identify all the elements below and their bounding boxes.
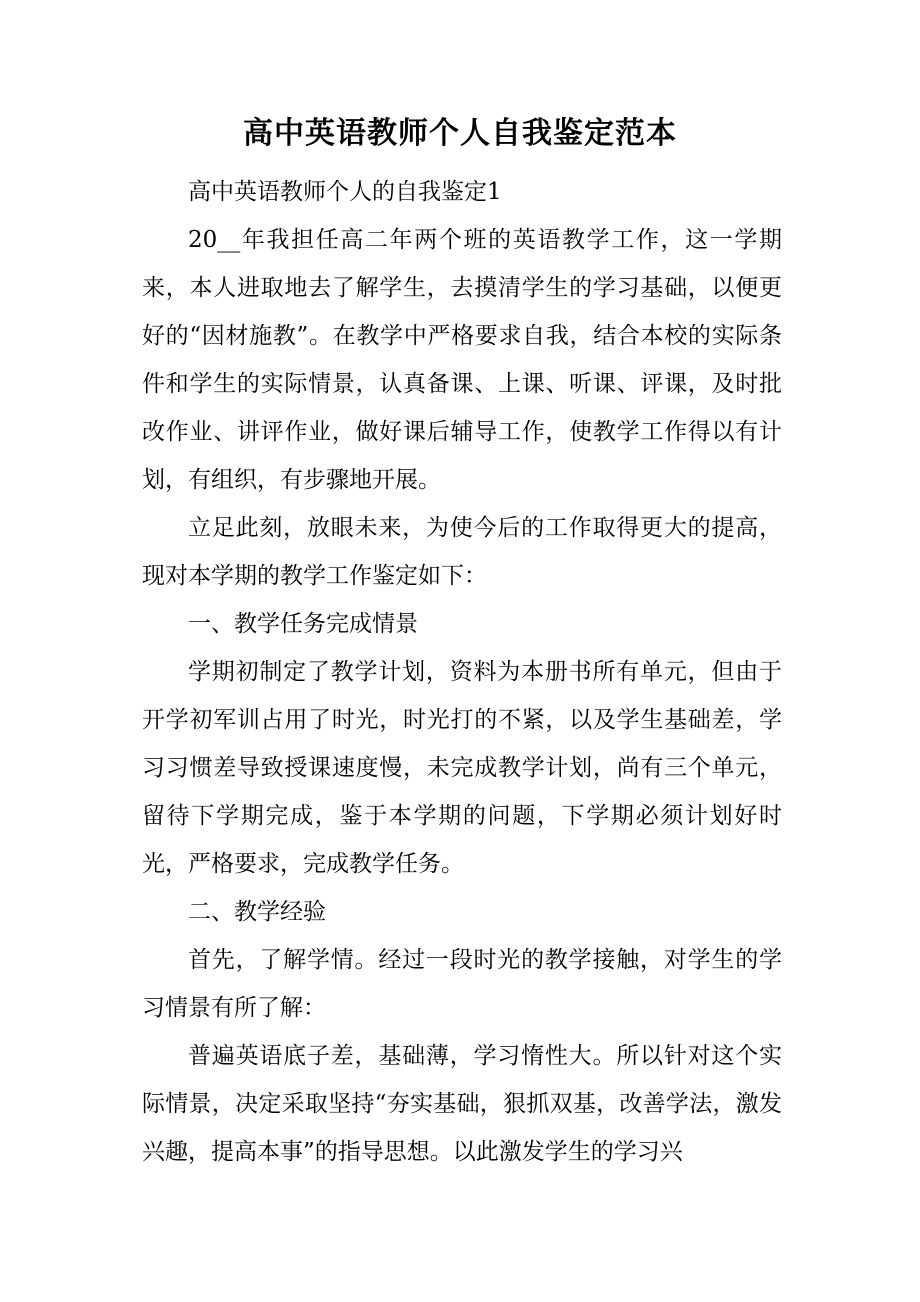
subtitle-heading: 高中英语教师个人的自我鉴定1 [188,179,502,205]
section-heading-2: 二、教学经验 [188,899,326,925]
paragraph-summary-intro: 立足此刻，放眼未来，为使今后的工作取得更大的提高，现对本学期的教学工作鉴定如下： [142,515,782,589]
paragraph-understand-students: 首先，了解学情。经过一段时光的教学接触，对学生的学习情景有所了解： [142,947,782,1021]
document-body [142,168,782,1176]
paragraph-task-completion: 学期初制定了教学计划，资料为本册书所有单元，但由于开学初军训占用了时光，时光打的不紧，以及学生基础差，学习习惯差导致授课速度慢，未完成教学计划，尚有三个单元，留待下学期完成，鉴于本学期的问题，下学期必须计划好时光，严格要求，完成教学任务。 [142,659,782,877]
document-title: 高中英语教师个人自我鉴定范本 [243,116,677,151]
paragraph-intro: 20__年我担任高二年两个班的英语教学工作，这一学期来，本人进取地去了解学生，去摸清学生的学习基础，以便更好的“因材施教”。在教学中严格要求自我，结合本校的实际条件和学生的实际情景，认真备课、上课、听课、评课，及时批改作业、讲评作业，做好课后辅导工作，使教学工作得以有计划，有组织，有步骤地开展。 [142,227,782,493]
section-heading-1: 一、教学任务完成情景 [188,611,418,637]
paragraph-teaching-strategy: 普遍英语底子差，基础薄，学习惰性大。所以针对这个实际情景，决定采取坚持“夯实基础，狠抓双基，改善学法，激发兴趣，提高本事”的指导思想。以此激发学生的学习兴 [142,1043,782,1165]
